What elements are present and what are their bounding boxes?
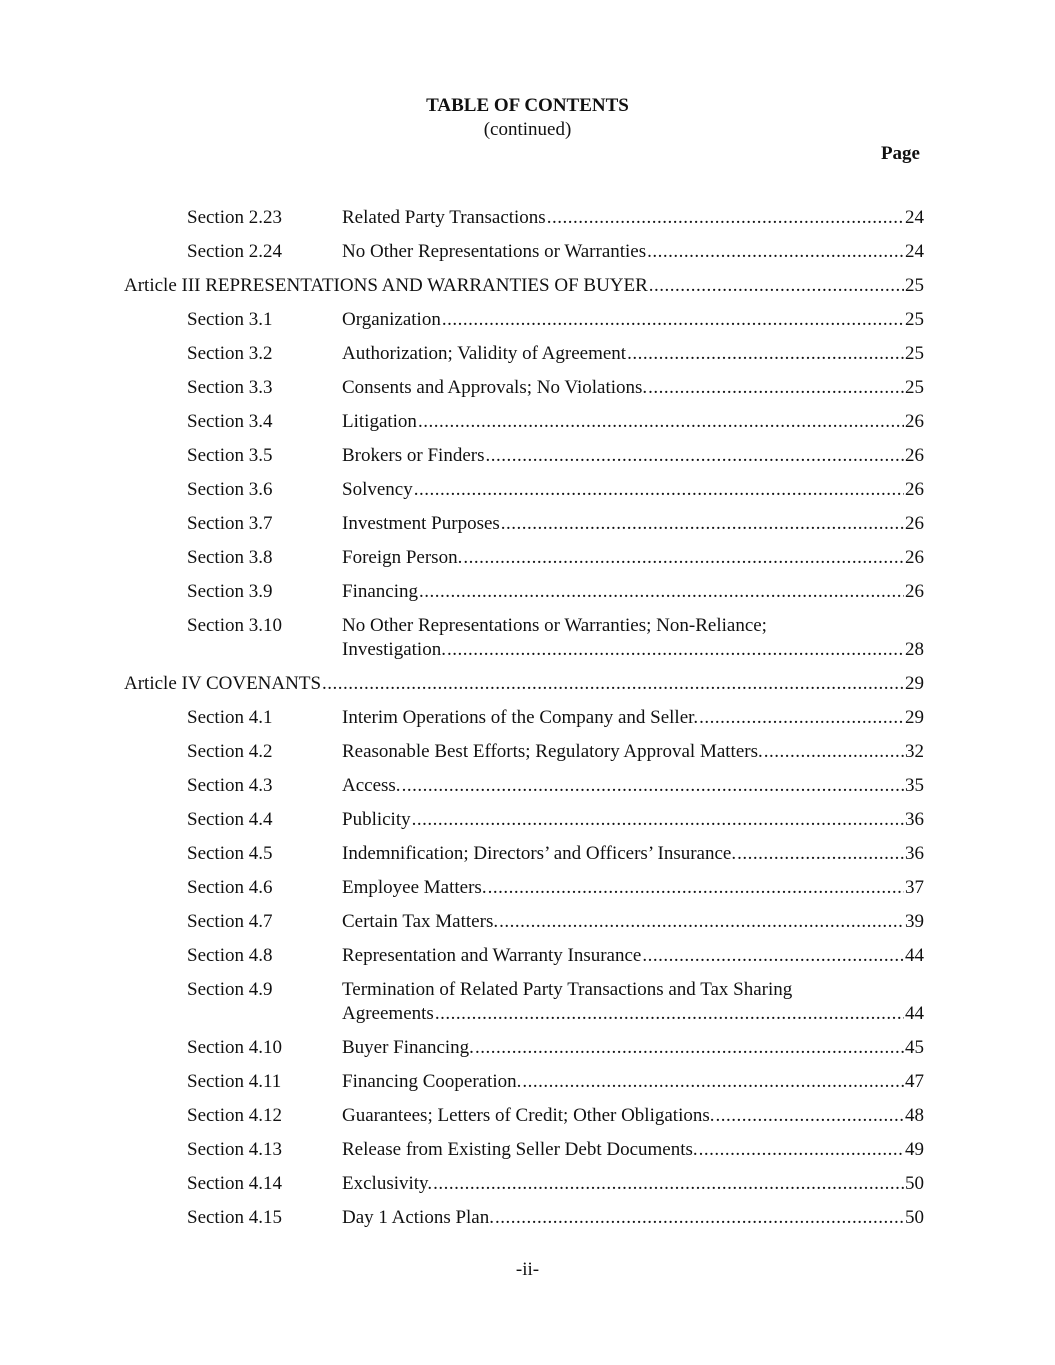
toc-entry[interactable] — [0, 1172, 1055, 1206]
page-number: 24 — [905, 241, 924, 262]
section-title: Access. — [342, 775, 401, 796]
section-title: Representation and Warranty Insurance — [342, 945, 642, 966]
toc-entry[interactable] — [0, 740, 1055, 774]
section-number: Section 3.5 — [187, 445, 273, 466]
dot-leader — [402, 774, 904, 798]
toc-entry[interactable] — [0, 1206, 1055, 1240]
section-number: Section 4.7 — [187, 911, 273, 932]
dot-leader — [485, 444, 904, 468]
page-number: 48 — [905, 1105, 924, 1126]
dot-leader — [433, 1172, 904, 1196]
toc-entry[interactable] — [0, 1104, 1055, 1138]
toc-entry[interactable] — [0, 842, 1055, 876]
section-title: Exclusivity. — [342, 1173, 433, 1194]
section-number: Section 2.24 — [187, 241, 282, 262]
page-number: 29 — [905, 707, 924, 728]
section-number: Section 4.1 — [187, 707, 273, 728]
section-title: Day 1 Actions Plan. — [342, 1207, 494, 1228]
toc-entry[interactable] — [0, 944, 1055, 978]
section-title-continued: Investigation. — [342, 639, 446, 660]
section-number: Section 4.14 — [187, 1173, 282, 1194]
dot-leader — [547, 206, 904, 230]
section-number: Section 3.7 — [187, 513, 273, 534]
section-title: Related Party Transactions — [342, 207, 546, 228]
dot-leader — [699, 706, 904, 730]
dot-leader — [642, 944, 904, 968]
toc-entry[interactable] — [0, 206, 1055, 240]
section-title: Indemnification; Directors’ and Officers’ Insurance. — [342, 843, 737, 864]
section-title: Publicity — [342, 809, 411, 830]
toc-entry[interactable] — [0, 706, 1055, 740]
section-title: Foreign Person. — [342, 547, 463, 568]
page-number: 49 — [905, 1139, 924, 1160]
section-number: Section 4.9 — [187, 979, 273, 1000]
toc-entry[interactable] — [0, 580, 1055, 614]
dot-leader — [737, 842, 904, 866]
dot-leader — [627, 342, 904, 366]
section-number: Section 4.5 — [187, 843, 273, 864]
toc-entry[interactable] — [0, 808, 1055, 842]
dot-leader — [435, 1002, 904, 1026]
page-number: 32 — [905, 741, 924, 762]
dot-leader — [322, 672, 904, 696]
page-number: 26 — [905, 513, 924, 534]
dot-leader — [647, 240, 904, 264]
page-number: 26 — [905, 445, 924, 466]
dot-leader — [447, 638, 904, 662]
toc-entry[interactable] — [0, 614, 1055, 672]
dot-leader — [699, 1138, 904, 1162]
page-number: 28 — [905, 639, 924, 660]
section-number: Section 4.8 — [187, 945, 273, 966]
page-number: 24 — [905, 207, 924, 228]
page-number: 44 — [905, 945, 924, 966]
page-number: 39 — [905, 911, 924, 932]
page-number: 25 — [905, 309, 924, 330]
section-number: Section 4.13 — [187, 1139, 282, 1160]
toc-entry[interactable] — [0, 410, 1055, 444]
article-title: Article IV COVENANTS — [124, 673, 322, 694]
toc-entry[interactable] — [0, 342, 1055, 376]
dot-leader — [414, 478, 904, 502]
page-footer-number: -ii- — [515, 1259, 540, 1280]
section-number: Section 3.4 — [187, 411, 273, 432]
section-number: Section 3.9 — [187, 581, 273, 602]
toc-entry[interactable] — [0, 512, 1055, 546]
section-title: Guarantees; Letters of Credit; Other Obligations. — [342, 1105, 715, 1126]
toc-entry[interactable] — [0, 444, 1055, 478]
page-number: 50 — [905, 1173, 924, 1194]
section-title: Release from Existing Seller Debt Documents. — [342, 1139, 698, 1160]
section-title: Investment Purposes — [342, 513, 500, 534]
dot-leader — [442, 308, 904, 332]
section-number: Section 4.15 — [187, 1207, 282, 1228]
page-number: 36 — [905, 843, 924, 864]
toc-entry[interactable] — [0, 376, 1055, 410]
dot-leader — [419, 580, 904, 604]
dot-leader — [463, 546, 904, 570]
article-title: Article III REPRESENTATIONS AND WARRANTIES OF BUYER — [124, 275, 648, 296]
section-title: Solvency — [342, 479, 413, 500]
toc-entry[interactable] — [0, 546, 1055, 580]
section-title: Termination of Related Party Transactions and Tax Sharing — [342, 979, 793, 1000]
section-number: Section 4.2 — [187, 741, 273, 762]
page-number: 47 — [905, 1071, 924, 1092]
toc-entry[interactable] — [0, 308, 1055, 342]
toc-entry[interactable] — [0, 240, 1055, 274]
section-title: Financing — [342, 581, 418, 602]
section-title: Authorization; Validity of Agreement — [342, 343, 627, 364]
page-number: 44 — [905, 1003, 924, 1024]
page-number: 37 — [905, 877, 924, 898]
section-title: Brokers or Finders — [342, 445, 485, 466]
section-number: Section 3.8 — [187, 547, 273, 568]
page-number: 50 — [905, 1207, 924, 1228]
toc-entry[interactable] — [0, 774, 1055, 808]
section-title: Reasonable Best Efforts; Regulatory Approval Matters. — [342, 741, 763, 762]
page-number: 26 — [905, 581, 924, 602]
toc-entry[interactable] — [0, 478, 1055, 512]
page-number: 29 — [905, 673, 924, 694]
section-number: Section 3.10 — [187, 615, 282, 636]
page-number: 26 — [905, 411, 924, 432]
dot-leader — [522, 1070, 904, 1094]
dot-leader — [488, 876, 904, 900]
toc-list — [0, 206, 1055, 1240]
section-number: Section 3.6 — [187, 479, 273, 500]
section-number: Section 4.3 — [187, 775, 273, 796]
toc-entry[interactable] — [0, 876, 1055, 910]
section-number: Section 4.12 — [187, 1105, 282, 1126]
section-title: Organization — [342, 309, 441, 330]
section-number: Section 3.2 — [187, 343, 273, 364]
dot-leader — [764, 740, 904, 764]
dot-leader — [501, 512, 904, 536]
section-title: Buyer Financing. — [342, 1037, 474, 1058]
page-number: 26 — [905, 547, 924, 568]
section-number: Section 4.4 — [187, 809, 273, 830]
toc-article-entry[interactable] — [0, 672, 1055, 706]
dot-leader — [499, 910, 904, 934]
toc-entry[interactable] — [0, 1036, 1055, 1070]
dot-leader — [716, 1104, 904, 1128]
toc-entry[interactable] — [0, 978, 1055, 1036]
page-column-header: Page — [880, 143, 920, 164]
dot-leader — [418, 410, 904, 434]
dot-leader — [648, 376, 904, 400]
page-number: 25 — [905, 377, 924, 398]
section-title: Consents and Approvals; No Violations. — [342, 377, 648, 398]
section-title: No Other Representations or Warranties; Non-Reliance; — [342, 615, 767, 636]
section-number: Section 3.1 — [187, 309, 273, 330]
section-title: Financing Cooperation. — [342, 1071, 522, 1092]
section-number: Section 4.6 — [187, 877, 273, 898]
page-number: 36 — [905, 809, 924, 830]
dot-leader — [412, 808, 904, 832]
section-number: Section 4.10 — [187, 1037, 282, 1058]
page-number: 35 — [905, 775, 924, 796]
section-title: Interim Operations of the Company and Seller. — [342, 707, 699, 728]
section-title: Employee Matters. — [342, 877, 487, 898]
page-number: 25 — [905, 343, 924, 364]
page-number: 26 — [905, 479, 924, 500]
toc-entry[interactable] — [0, 910, 1055, 944]
toc-entry[interactable] — [0, 1070, 1055, 1104]
section-title: Litigation — [342, 411, 417, 432]
toc-title: TABLE OF CONTENTS — [426, 95, 629, 116]
section-number: Section 2.23 — [187, 207, 282, 228]
section-number: Section 3.3 — [187, 377, 273, 398]
section-title-continued: Agreements — [342, 1003, 434, 1024]
dot-leader — [495, 1206, 904, 1230]
dot-leader — [475, 1036, 904, 1060]
toc-subtitle: (continued) — [483, 119, 572, 140]
toc-entry[interactable] — [0, 1138, 1055, 1172]
section-title: No Other Representations or Warranties — [342, 241, 647, 262]
page-number: 45 — [905, 1037, 924, 1058]
dot-leader — [649, 274, 904, 298]
section-title: Certain Tax Matters. — [342, 911, 499, 932]
section-number: Section 4.11 — [187, 1071, 282, 1092]
page-number: 25 — [905, 275, 924, 296]
toc-article-entry[interactable] — [0, 274, 1055, 308]
